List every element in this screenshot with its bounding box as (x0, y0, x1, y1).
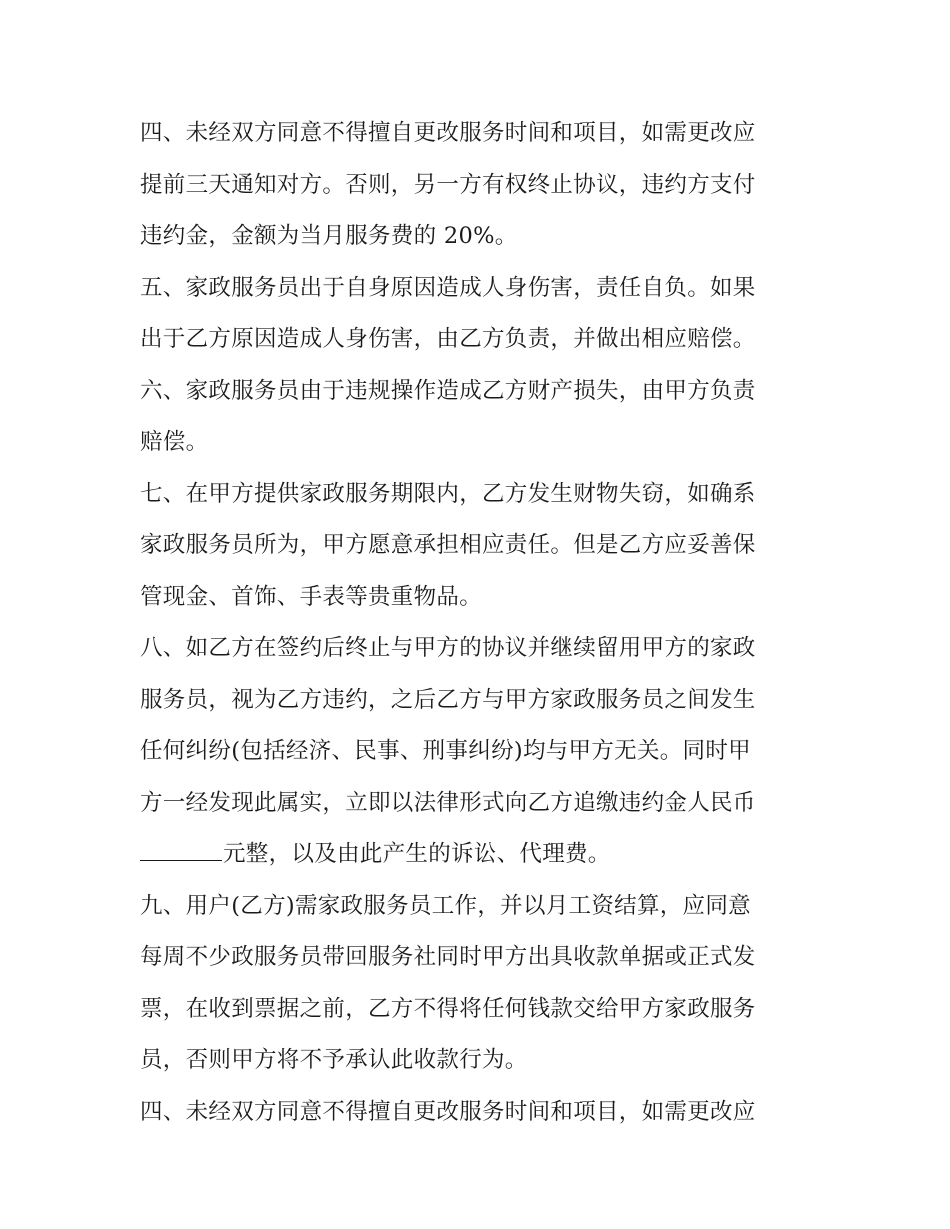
document-body (140, 108, 820, 1138)
clause-5 (140, 263, 820, 366)
clause-4-repeat (140, 1087, 820, 1139)
clause-8-line-5-text: 元整，以及由此产生的诉讼、代理费。 (223, 841, 611, 867)
clause-9-line-2: 每周不少政服务员带回服务社同时甲方出具收款单据或正式发 (140, 944, 756, 970)
clause-7-line-2: 家政服务员所为，甲方愿意承担相应责任。但是乙方应妥善保 (140, 532, 756, 558)
clause-9-line-4: 员，否则甲方将不予承认此收款行为。 (140, 1047, 528, 1073)
clause-4 (140, 108, 820, 263)
clause-6 (140, 366, 820, 469)
clause-5-line-1: 五、家政服务员出于自身原因造成人身伤害，责任自负。如果 (140, 274, 756, 301)
clause-9 (140, 881, 820, 1087)
clause-7 (140, 469, 820, 624)
clause-9-line-1: 九、用户(乙方)需家政服务员工作，并以月工资结算，应同意 (140, 892, 751, 919)
clause-7-line-3: 管现金、首饰、手表等贵重物品。 (140, 583, 483, 610)
clause-4-line-3: 违约金，金额为当月服务费的 20%。 (140, 223, 518, 249)
clause-8-line-5 (140, 829, 820, 881)
clause-9-line-3: 票，在收到票据之前，乙方不得将任何钱款交给甲方家政服务 (140, 995, 756, 1022)
clause-8-line-4: 方一经发现此属实，立即以法律形式向乙方追缴违约金人民币 (140, 789, 756, 816)
clause-8 (140, 623, 820, 881)
clause-5-line-2: 出于乙方原因造成人身伤害，由乙方负责，并做出相应赔偿。 (140, 326, 756, 352)
clause-8-line-1: 八、如乙方在签约后终止与甲方的协议并继续留用甲方的家政 (140, 635, 756, 661)
clause-8-line-2: 服务员，视为乙方违约，之后乙方与甲方家政服务员之间发生 (140, 686, 756, 713)
clause-7-line-1: 七、在甲方提供家政服务期限内，乙方发生财物失窃，如确系 (140, 480, 756, 507)
clause-8-line-3: 任何纠纷(包括经济、民事、刑事纠纷)均与甲方无关。同时甲 (140, 738, 751, 764)
clause-6-line-2: 赔偿。 (140, 429, 209, 455)
clause-4-repeat-line-1: 四、未经双方同意不得擅自更改服务时间和项目，如需更改应 (140, 1098, 756, 1125)
fill-in-blank (140, 834, 222, 861)
clause-4-line-2: 提前三天通知对方。否则，另一方有权终止协议，违约方支付 (140, 171, 756, 198)
clause-4-line-1: 四、未经双方同意不得擅自更改服务时间和项目，如需更改应 (140, 120, 756, 146)
clause-6-line-1: 六、家政服务员由于违规操作造成乙方财产损失，由甲方负责 (140, 377, 756, 404)
